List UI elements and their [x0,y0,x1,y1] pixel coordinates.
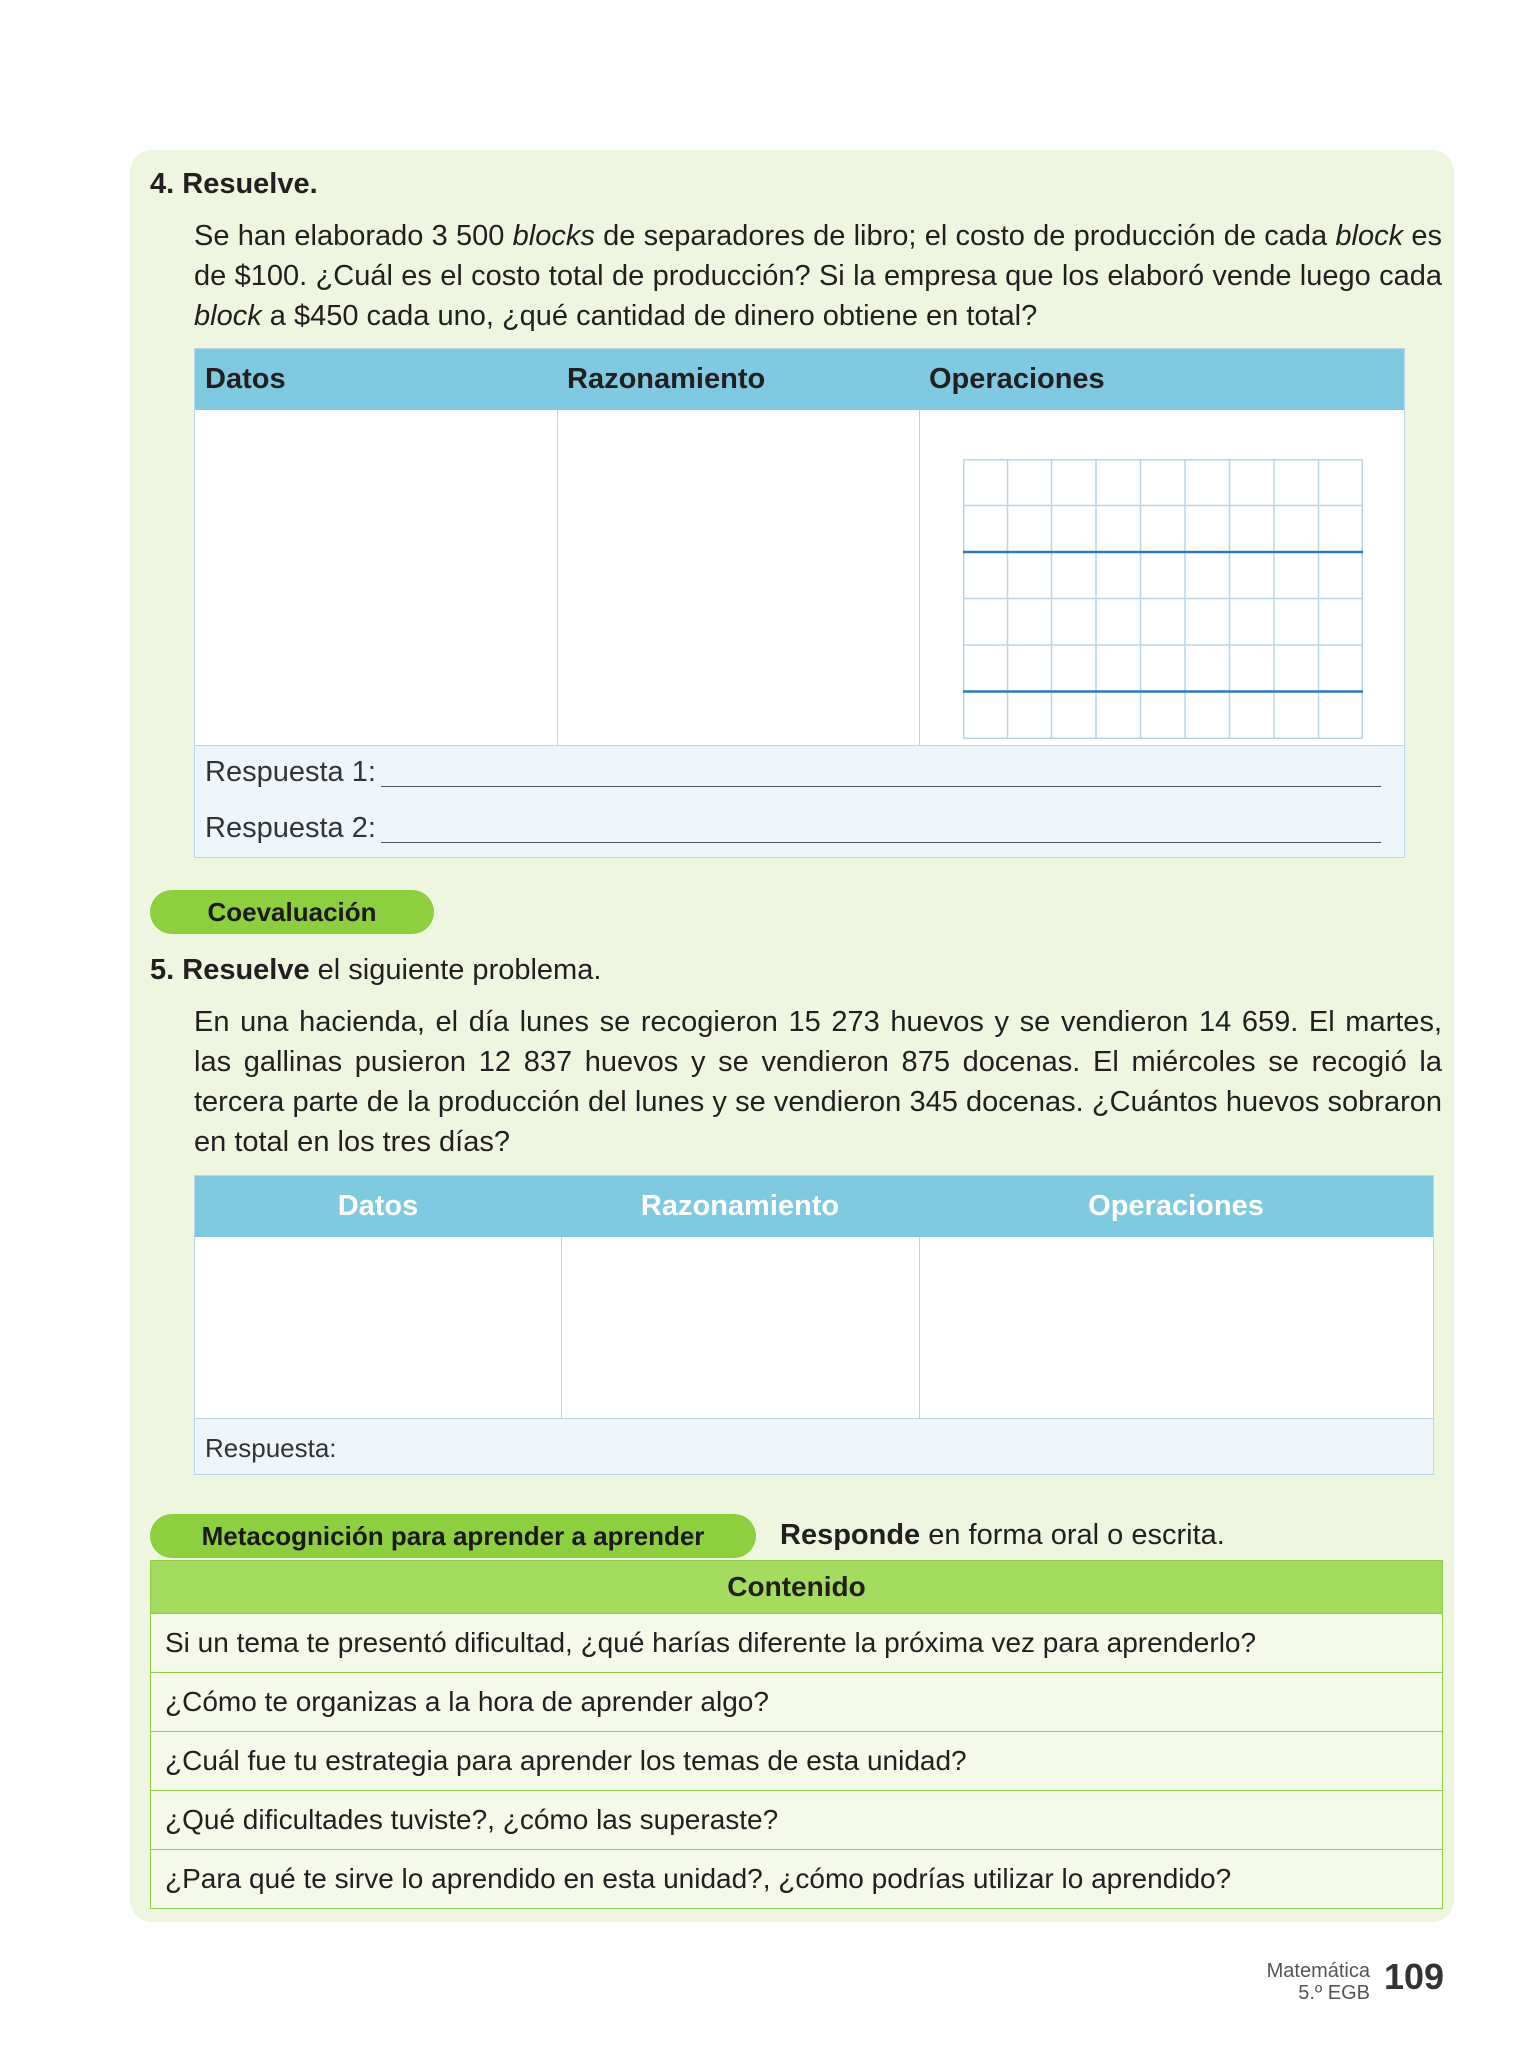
table-header: Contenido [151,1561,1442,1613]
header-razonamiento: Razonamiento [640,1190,840,1222]
table-row: Si un tema te presentó dificultad, ¿qué harías diferente la próxima vez para aprenderlo? [151,1613,1442,1672]
header-operaciones: Operaciones [929,363,1105,395]
question-instruction: Resuelve [182,954,310,986]
answer-area[interactable] [195,1418,1433,1474]
table-row: ¿Qué dificultades tuviste?, ¿cómo las superaste? [151,1790,1442,1849]
answer-2-line[interactable] [381,842,1381,843]
table-row: ¿Cómo te organizas a la hora de aprender algo? [151,1672,1442,1731]
question-number: 4. [150,168,175,200]
question-4-title [150,168,318,201]
answer-label: Respuesta: [205,1433,337,1463]
column-divider [557,410,558,746]
coevaluacion-badge: Coevaluación [150,890,434,934]
question-5-title: 5. Resuelve el siguiente problema. [150,954,602,986]
question-instruction: Resuelve. [182,168,318,200]
header-datos: Datos [205,363,286,395]
footer-subject: Matemática 5.º EGB [1266,1960,1370,2004]
metacognicion-badge: Metacognición para aprender a aprender [150,1514,756,1558]
table-row: ¿Cuál fue tu estrategia para aprender los temas de esta unidad? [151,1731,1442,1790]
header-datos: Datos [337,1190,419,1222]
metacognicion-table [150,1560,1443,1909]
question-4-table [194,348,1405,858]
header-operaciones: Operaciones [1088,1190,1264,1222]
table-row: ¿Para qué te sirve lo aprendido en esta unidad?, ¿cómo podrías utilizar lo aprendido? [151,1849,1442,1908]
operations-grid [963,459,1363,739]
metacognicion-instruction: Responde en forma oral o escrita. [780,1519,1225,1551]
question-5-table [194,1175,1434,1475]
answer-1-label: Respuesta 1: [205,756,376,788]
answer-2-label: Respuesta 2: [205,812,376,844]
question-4-text: Se han elaborado 3 500 blocks de separadores de libro; el costo de producción de cada block es de $100. ¿Cuál es el costo total de producción? Si la empresa que los elaboró vende luego cada block a $450 cada uno, ¿qué cantidad de dinero obtiene en total? [194,220,1443,332]
column-divider [561,1237,562,1419]
question-number: 5. [150,954,175,986]
page-number: 109 [1384,1956,1445,1997]
answer-1-line[interactable] [381,786,1381,787]
table-header [195,1176,1433,1237]
column-divider [919,1237,920,1419]
table-header [195,349,1404,410]
answer-area [195,745,1404,857]
question-5-text: En una hacienda, el día lunes se recogieron 15 273 huevos y se vendieron 14 659. El martes, las gallinas pusieron 12 837 huevos y se vendieron 875 docenas. El miércoles se recogió la tercera parte de la producción del lunes y se vendieron 345 docenas. ¿Cuántos huevos sobraron en total en los tres días? [194,1006,1442,1158]
header-razonamiento: Razonamiento [567,363,766,395]
